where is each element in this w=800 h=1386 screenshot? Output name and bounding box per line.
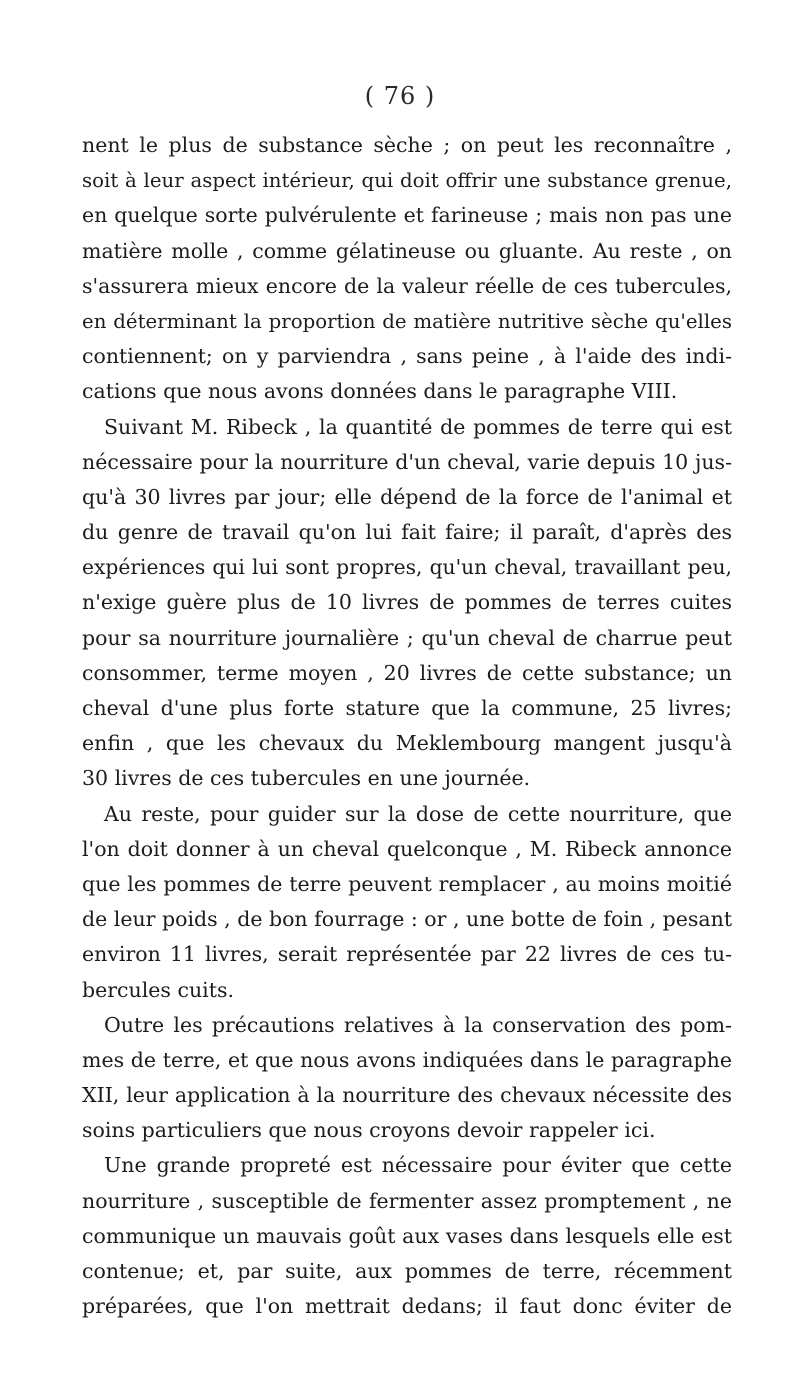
text-line: communique un mauvais goût aux vases dans lesquels elle est	[82, 1223, 732, 1248]
text-line: XII, leur application à la nourriture des chevaux nécessite des	[82, 1083, 732, 1108]
text-line: bercules cuits.	[82, 977, 234, 1002]
page-number: ( 76 )	[364, 82, 436, 110]
text-line: nent le plus de substance sèche ; on peut les reconnaître ,	[82, 133, 732, 157]
text-line: nourriture , susceptible de fermenter assez promptement , ne	[82, 1188, 732, 1213]
text-line: enfin , que les chevaux du Meklembourg mangent jusqu'à	[82, 731, 732, 756]
text-line: de leur poids , de bon fourrage : or , une botte de foin , pesant	[82, 907, 733, 932]
text-line: cations que nous avons données dans le paragraphe VIII.	[82, 379, 678, 404]
text-line: s'assurera mieux encore de la valeur réelle de ces tubercules,	[82, 273, 732, 298]
text-line: nécessaire pour la nourriture d'un cheval, varie depuis 10 jus-	[82, 449, 732, 474]
text-line: matière molle , comme gélatineuse ou gluante. Au reste , on	[82, 238, 732, 263]
text-line: que les pommes de terre peuvent remplacer , au moins moitié	[82, 871, 732, 896]
text-line: qu'à 30 livres par jour; elle dépend de la force de l'animal et	[82, 484, 732, 509]
text-line: soins particuliers que nous croyons devoir rappeler ici.	[82, 1118, 656, 1143]
body-text	[82, 128, 732, 1324]
text-line: 30 livres de ces tubercules en une journée.	[82, 766, 531, 791]
text-line: Suivant M. Ribeck , la quantité de pommes de terre qui est	[104, 414, 732, 439]
text-line: n'exige guère plus de 10 livres de pommes de terres cuites	[82, 590, 732, 615]
text-line: préparées, que l'on mettrait dedans; il faut donc éviter de	[82, 1294, 732, 1319]
text-line: expériences qui lui sont propres, qu'un cheval, travaillant peu,	[82, 555, 732, 580]
text-line: soit à leur aspect intérieur, qui doit offrir une substance grenue,	[82, 169, 732, 193]
text-line: du genre de travail qu'on lui fait faire; il paraît, d'après des	[82, 520, 732, 545]
text-line: l'on doit donner à un cheval quelconque , M. Ribeck annonce	[82, 836, 732, 861]
text-line: cheval d'une plus forte stature que la commune, 25 livres;	[82, 696, 732, 720]
text-line: Outre les précautions relatives à la conservation des pom-	[104, 1012, 732, 1037]
text-line: consommer, terme moyen , 20 livres de cette substance; un	[82, 660, 732, 685]
text-line: Une grande propreté est nécessaire pour éviter que cette	[104, 1153, 732, 1178]
text-line: environ 11 livres, serait représentée par 22 livres de ces tu-	[82, 942, 732, 967]
text-line: contenue; et, par suite, aux pommes de terre, récemment	[82, 1259, 732, 1283]
text-line: contiennent; on y parviendra , sans peine , à l'aide des indi-	[82, 344, 732, 369]
text-line: mes de terre, et que nous avons indiquées dans le paragraphe	[82, 1047, 732, 1072]
text-line: en quelque sorte pulvérulente et farineuse ; mais non pas une	[82, 203, 732, 228]
text-line: en déterminant la proportion de matière nutritive sèche qu'elles	[82, 309, 732, 333]
text-line: pour sa nourriture journalière ; qu'un cheval de charrue peut	[82, 625, 732, 650]
text-line: Au reste, pour guider sur la dose de cette nourriture, que	[104, 801, 732, 826]
